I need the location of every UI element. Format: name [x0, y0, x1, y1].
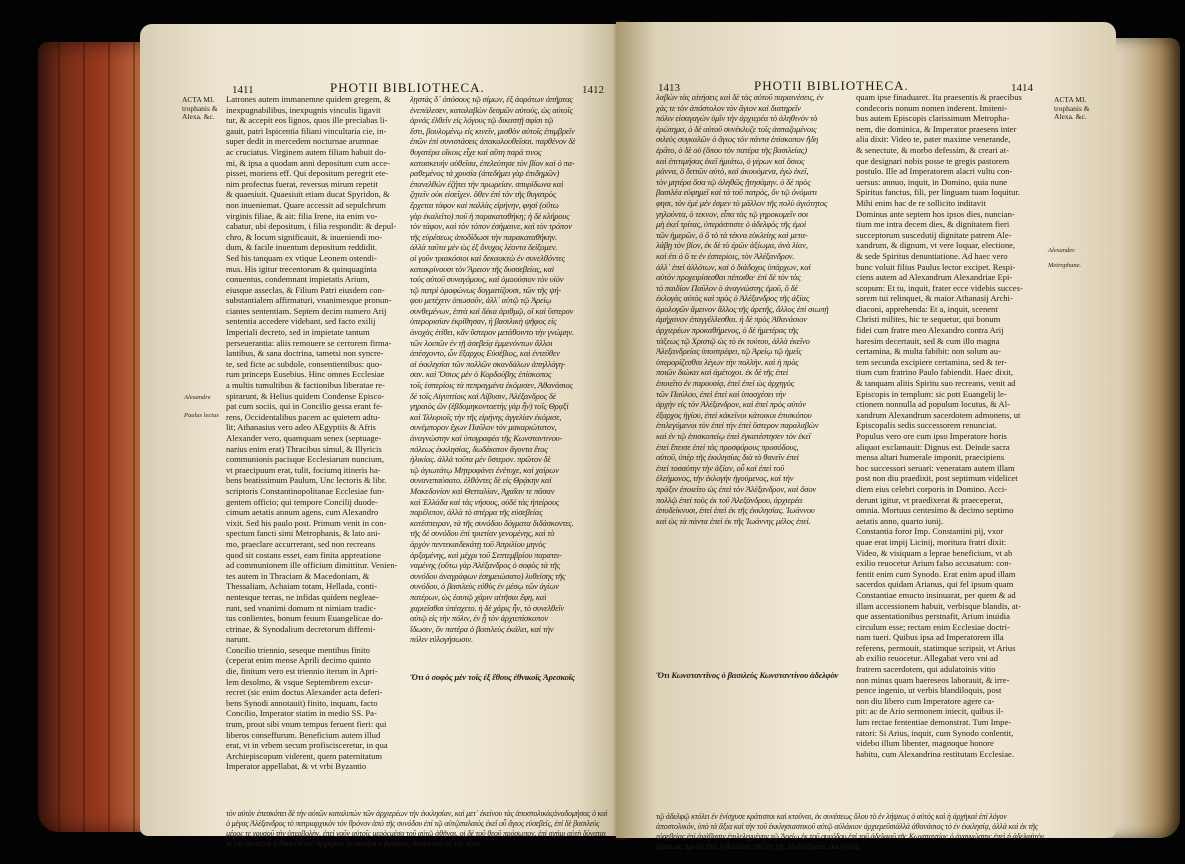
latin-text-line: spectum fancti simi Metrophanis, & lato ani-: [226, 528, 381, 539]
greek-text-line: οἱ γοῦν τριακόσιοι καὶ δεκαοκτὼ ἐν συνελθόντες: [410, 252, 565, 263]
greek-text-line: τάξεως τῷ Χριστῷ ὡς τὸ ἐκ τούτου, ἀλλὰ ἐκεῖνο: [656, 335, 810, 346]
right-page-number-a: 1413: [658, 82, 680, 94]
latin-text-line: Latrones autem immanemne quidem gregem, &: [226, 94, 391, 104]
latin-text-line: Spiritus fanctus, fili, per linguam tuam loquitur.: [856, 187, 1020, 198]
latin-text-line: hoc successori seruari: veneratam autem illam: [856, 462, 1015, 473]
greek-text-line: τοὺς αὐτοῦ συναγόμους, καὶ ὁμοούσιον τὸν υἱὸν: [410, 274, 564, 285]
greek-text-line: ἐνεπάλεσεν, καταλαβὼν δεσμῶν αὐτούς, ὡς αὐτοῖς: [410, 104, 573, 115]
greek-text-line: τῶν Παύλου, ἐπεὶ ἐπεὶ καὶ ὑποσχέσει τὴν: [656, 388, 786, 399]
left-page-number-a: 1411: [232, 84, 254, 96]
greek-text-line: πράξιν ἐποιεῖτο ὡς ἐπεὶ τὸν Ἀλέξανδρον, καὶ ὅσον: [656, 483, 817, 494]
greek-text-line: αὐτὸν προχειρίσεσθαι πέποιθα· ἐπὶ δὲ τὸν τὰς: [656, 272, 801, 283]
greek-text-line: θυγατέρα οἴκοις εἶχε καὶ αὕτη παρά τινος: [410, 146, 542, 157]
latin-text-line: lem desolmo, & vsque Septembrem excur-: [226, 676, 373, 687]
greek-text-line: ἀρχὸν πεντεκαιδεκάτῃ τοῦ Ἀπριλίου μηνὸς: [410, 538, 546, 549]
latin-text-line: super dedit in mercedem nocturnae arumnae: [226, 136, 379, 147]
greek-text-line: πολλῷ ἐπεὶ τοὺς ἐκ τοῦ Ἀλεξάνδρου, ἀρχιερέα: [656, 494, 803, 505]
latin-text-line: pat cum sociis, qui in Concilio gessa erant fe-: [226, 401, 383, 412]
latin-text-line: ad communionem ille officium dimittitur. Venien-: [226, 560, 398, 571]
greek-text-line: ἐλεήμονος, τὴν ἐκλογὴν ἡγούμενος, καὶ τὴν: [656, 473, 794, 484]
latin-text-line: tium me intra decem dies, & dignitatem fieri: [856, 219, 1010, 230]
greek-text-line: λαβὼν τὰς αἰτήσεις καὶ δὲ τὰς αὐτοῦ παραινέσεις, ἐν: [656, 92, 824, 102]
greek-text-line: ἡλικίας. ἀλλὰ τοῦτα μὲν ὕστερον. πρῶτον δὲ: [410, 454, 551, 465]
left-margin-note-2: Paulus lectus: [184, 412, 219, 419]
latin-text-line: (ceperat enim mense Aprili decimo quinto: [226, 655, 371, 666]
latin-text-line: circulum esse; rectam enim Ecclesiae doctri-: [856, 621, 1010, 632]
latin-text-line: quam ipse finaduaret. Ita praesentis & praecibus: [856, 92, 1022, 102]
latin-text-line: erat, vt in vrbem secum profiscisceretur, in qua: [226, 740, 388, 751]
greek-text-line: ὑπερορισίαν ἐκρίθησαν, ἡ βασιλικὴ ψῆφος εἰς: [410, 316, 557, 327]
latin-text-line: referens, permouit, statimque scripsit, vt Arius: [856, 642, 1016, 653]
greek-text-line: φησι, τὸν ἐμὲ μέν ἐσμεν τὸ μᾶλλον τῆς πολὺ ἁγιότητος: [656, 197, 828, 208]
right-latin-column: [856, 92, 1042, 812]
latin-text-line: certamina, & multa fabibit: non solum au-: [856, 346, 1001, 357]
latin-text-line: recret (sic enim doctus Alexander acta deferi-: [226, 687, 383, 698]
greek-text-line: λῃστὰς δ᾽ ὁπόσους τῷ σίμων, ἐξ ἀοράτων ἀπῆρτας: [410, 94, 573, 104]
greek-text-line: βασιλέα εὐφημεῖ καὶ τὰ τοῦ πατρὸς, ὃν τῷ ὀνόματι: [656, 187, 817, 198]
latin-text-line: post non diu praedixit, post septimum videlicet: [856, 473, 1018, 484]
latin-text-line: & senectute, & morbo defessim, & creari at-: [856, 144, 1009, 155]
greek-text-line: ἐξαρχος ἡγίου, ἐπεὶ κἀκεῖνοι κάτοικοι ἐπισκόπου: [656, 409, 812, 420]
greek-text-line: κατέσπειραν, τὰ τῆς συνόδου δόγματα διδάσκοντες.: [410, 517, 574, 528]
greek-text-line: ἀρχὴν εἰς τὸν Ἀλέξανδρον, καὶ ἐπεὶ πρὸς αὐτὸν: [656, 399, 806, 410]
greek-text-line: ἀρξαμένης, καὶ μέχρι τοῦ Σεπτεμβρίου παρατει-: [410, 549, 562, 560]
latin-text-line: xandrum Alexandrum sacerdotem admonens, ut: [856, 409, 1021, 420]
left-latin-column: [226, 94, 404, 814]
greek-text-line: καὶ ὡς τὰ πάντα ἐπεὶ ἐκ τῆς Ἰωάννης μέλος ἐπεὶ.: [656, 515, 811, 526]
latin-text-line: ab exilio reuocetur. Allegabat vero vni ad: [856, 653, 998, 664]
greek-text-line: τὸν τάφον, καὶ τὸν τόπον ἐσήμαινε, καὶ τὸν τρόπον: [410, 221, 572, 232]
latin-text-line: substantialem affirmaturi, vnanimesque pronun-: [226, 295, 392, 306]
greek-text-line: μάννα, ὃ διττῶν αὐτὸ, καὶ ἀκουόμενα, ἐγὼ ἐκεῖ,: [656, 166, 809, 177]
greek-text-line: ἴδωσιν, ὃν πατέρα ὁ βασιλεὺς ἐκάλει, καὶ τὴν: [410, 623, 554, 634]
greek-text-line: ἀποδείκνυσι, ἐπεὶ ἐπεὶ ἐκ τῆς ἐκκλησίας. Ἰωάννου: [656, 505, 815, 516]
latin-text-line: quod sit costans esset, eam finita appreatione: [226, 549, 381, 560]
latin-text-line: nam tueri. Quibus ipsa ad Imperatorem illa: [856, 632, 1004, 643]
latin-text-line: omnia. Mortuus centesimo & decimo septimo: [856, 505, 1014, 516]
latin-text-line: mo, praeclare accurrerant, sed non recreans: [226, 538, 376, 549]
latin-text-line: ciantes sententiam. Septem decim numero Arij: [226, 305, 387, 316]
latin-text-line: dum, & facile inuentum depositum reddidit.: [226, 242, 378, 253]
greek-text-line: ἀλλὰ ταῦτα μὲν ὡς ἐξ ὄνυχος λέοντα δείξομεν.: [410, 242, 558, 253]
left-page-number-b: 1412: [582, 84, 604, 96]
latin-text-line: bus autem Episcopis clarissimum Metropha-: [856, 113, 1010, 124]
latin-text-line: illam accessionem habuit, verbisque blandis, at-: [856, 600, 1021, 611]
greek-footer-line: παλαιὸς ἐκεῖ οὗ ἅγιος εὐσεβεῖς, ἐπὶ δὲ βασιλεὺς μέρος τε χρυσοῦ τὴν ὑπερβολὴν. ἐπεὶ γοῦν αὐτοῖς μερὸς: [226, 819, 600, 838]
latin-text-line: nem, die dominica, & Imperator praesens inter: [856, 123, 1017, 134]
left-margin-note-1: Alexandre: [184, 394, 211, 401]
latin-text-line: scriptoris Constantinopolitanae Ecclesiae fun-: [226, 485, 385, 496]
latin-text-line: Constantia foror Imp. Constantini pij, vxor: [856, 526, 1004, 537]
latin-text-line: sorem tui relinquet, & maior Athanasij Archi-: [856, 293, 1013, 304]
latin-text-line: ac cruciatus. Virginem autem filiam habuit do-: [226, 146, 387, 157]
latin-text-line: diem eius celebri corporis in Domino. Acci-: [856, 483, 1008, 494]
latin-text-line: gauit, patri Ispicentia filiani vincultaria cie, in-: [226, 125, 387, 136]
latin-text-line: lantibus, & sana doctrina, tametsi non syncre-: [226, 348, 384, 359]
latin-text-line: diaconi, apprehenda: Et a, inquit, scenent: [856, 303, 998, 314]
latin-text-line: nim profectus fuerat, reversus mirum repetit: [226, 178, 378, 189]
greek-text-line: ἐποιεῖτο ἐν παρουσίᾳ, ἐπεὶ ἐπεὶ ὡς ἀρχηγὸς: [656, 378, 795, 389]
greek-text-line: πόλιν εἰσαγαγὼν ὑμῖν τὴν ἀρχιερέα τὸ ἀληθινὸν τὸ: [656, 113, 818, 124]
greek-text-line: ραθεμένος τὰ χρυσία (ἀπεδήμει γὰρ ἐπιδημῶν): [410, 168, 560, 179]
greek-text-line: συνανεπαύσατο. ἐλθόντες δὲ εἰς Θρᾴκην καὶ: [410, 475, 552, 486]
left-greek-column: [410, 94, 606, 669]
greek-text-line: συνόδου ἀναγράφων ἐσημειώσατο) λυθείσης τῆς: [410, 570, 566, 581]
greek-text-line: τῆς δὲ συνόδου ἐπὶ τριετίαν γενομένης, καὶ τὸ: [410, 528, 555, 539]
greek-text-line: σιλεὺς συγκαλῶν ὁ ἅγιος τὸν πάντα ἐπίσκοπον ἤδη: [656, 134, 819, 145]
greek-text-line: λάβῃ τὸν βίον, ἐκ δὲ τὸ ἐρῶν ἀξίωμα, ἀνὰ λίαν,: [656, 240, 808, 251]
greek-text-line: ἔστι, βουλομένῳ εἰς κινεῖν, μισθὸν αὐτοῖς ἐπιμβρεῖν: [410, 125, 575, 136]
greek-text-line: τὸν μητέρα ὅσα τῷ ἀληθῶς ᾔτησάμην. ὁ δὲ πρὸς: [656, 176, 811, 187]
latin-text-line: scopum: Et tu, inquit, frater ecce videbis succes-: [856, 282, 1023, 293]
latin-text-line: aetatis anno, quarto iunij.: [856, 515, 944, 526]
greek-text-line: συνθεμένων, ἑπτὰ καὶ δέκα ἀριθμῷ, οἳ καὶ ὕστερον: [410, 305, 574, 316]
greek-text-line: συνόδου, ὁ βασιλεὺς εὐθὺς ἐν μέσῳ τῶν ἁγίων: [410, 581, 559, 592]
latin-text-line: die, finitum vero est triennio iterum in Apri-: [226, 666, 378, 677]
latin-text-line: sententia accedere videbant, sed facto exilij: [226, 316, 376, 327]
latin-text-line: Concilio triennio, seseque mentibus finito: [226, 644, 370, 655]
greek-text-line: ἐπεὶ ἔπεισε ἐπεὶ τὰς προσφόρους προσόδους,: [656, 441, 799, 452]
greek-text-line: κατασκευήν αὐθεῖσα, ἐπελεύτησε τὸν βίον καὶ ὁ πα-: [410, 157, 575, 168]
latin-text-line: tus conlientes, bonum feuum Euangelicae do-: [226, 613, 384, 624]
latin-text-line: que assentationibus perstnafit, Arium inuidia: [856, 611, 1010, 622]
latin-text-line: bens beatissimum Paulum, Unc lectoris & libr.: [226, 475, 387, 486]
latin-text-line: eiusque asseclas, & Filium Patri eiusdem con-: [226, 284, 385, 295]
latin-text-line: communionis pacisque Ecclesiarum nuncium,: [226, 454, 384, 465]
right-greek-heading: Ὅτι Κωνσταντῖνος ὁ βασιλεὺς Κωνσταντίνου ἀδελφὸν: [656, 670, 839, 680]
right-greek-column: [656, 92, 851, 667]
greek-text-line: ἀναγνώστην καὶ ὑπογραφέα τῆς Κωνσταντινου-: [410, 433, 563, 443]
latin-text-line: Sed his tanquam ex vtique Leonem ostendi-: [226, 252, 377, 263]
latin-text-line: cimum aetatis annum agens, cum Alexandro: [226, 507, 379, 518]
greek-footer-line: οὗ ἡ δέκα ἐνὶ τοῦ ἀρχιερέα, ὃν πατέρα ὁ βασιλεὺς ἐκάλει καὶ εἰς τὴν πόλιν: [263, 839, 482, 848]
greek-text-line: κατακρίνουσι τὸν Ἄρειον τῆς δυσσεβείας, καὶ: [410, 263, 554, 274]
latin-text-line: fidei cum fratre meo Alexandro contra Arij: [856, 325, 1004, 336]
latin-text-line: liberos conseffurum. Beneficium autem illud: [226, 729, 381, 740]
greek-text-line: ὁμολογῶν ἄμεινον ἄλλος τῆς ἀρετῆς, ἄλλος ἐπὶ σιωπῇ: [656, 303, 829, 314]
latin-text-line: uersus: annuo, inquit, in Domino, quia nune: [856, 176, 1008, 187]
greek-text-line: δὲ τοῖς Αἰγυπτίοις καὶ Λίβυσιν, Ἀλέξανδρος δὲ: [410, 390, 556, 401]
latin-text-line: quae erat impij Licinij, moritura fratri dixit:: [856, 536, 1007, 547]
latin-text-line: fentit enim cum Synodo. Erat enim apud illam: [856, 568, 1016, 579]
latin-text-line: vt praecipuum erat, tulit, fociumq itineris ha-: [226, 464, 381, 475]
greek-text-line: τῶν ἡμερῶν, ὁ ὃ τὸ τὰ τέκνα εὐκλείης καὶ μετα-: [656, 229, 808, 240]
greek-text-line: παρέλιπον, ἀλλὰ τὸ σπέρμα τῆς εὐσεβείας: [410, 507, 543, 518]
latin-text-line: haresim decertauit, sed & cum illo magna: [856, 335, 1000, 346]
latin-text-line: Episcopis in templum: sic pott Euangelij le-: [856, 388, 1007, 399]
greek-text-line: γηραιὸς ὢν (ἑβδομηκονταετὴς γὰρ ἦν) τοῖς Θρᾳξὶ: [410, 401, 569, 412]
latin-text-line: lit; Athanasius vero adeo AEgyptiis & Afris: [226, 422, 376, 433]
latin-text-line: vixit. Sed his paulo post. Primum venit in con-: [226, 517, 387, 528]
greek-text-line: καὶ ἐν τῷ ἐπισκοπείῳ ἐπεὶ ἐγκατέστησεν τὸν ἐκεῖ: [656, 431, 811, 441]
latin-text-line: Imperator appellabat, & vt vrbi Byzantio: [226, 761, 367, 772]
latin-text-line: te, sed ficte ac subdole, consentientibus: quo-: [226, 358, 383, 369]
greek-footer-line: τὸν ἱερέα ὡς Ἀρείου ἐπεὶ ὁ βασιλεύς ἐπεὶ ἐκ τῆς Ἀλεξανδρείας ἐκκλησίας.: [656, 832, 1045, 851]
latin-text-line: narius enim erat) Thracibus simul, & Illyricis: [226, 443, 382, 454]
greek-text-line: τῷ πατρὶ ὁμοφώνως δογματίζουσι, τῶν τῆς ψή-: [410, 284, 562, 295]
latin-text-line: & tanquam alitis Spiritu suo recreans, venit ad: [856, 378, 1016, 389]
latin-text-line: Populus vero ore cum ipso Imperatore horis: [856, 431, 1007, 441]
latin-text-line: exilio reuocetur Arium falso accusatum: con-: [856, 558, 1012, 569]
greek-text-line: τὸ παιδίον Παῦλον ὁ ἀναγνώστης ἐμοῦ, ὃ δέ: [656, 282, 798, 293]
latin-text-line: inexpugnabilibus, inexpugnis vinculis ligavit: [226, 104, 381, 115]
greek-text-line: καὶ ἐτι ὁ ὃ τε ἐν ἐσπερίοις, τὸν Ἀλέξανδρον.: [656, 250, 795, 261]
greek-footer-line: ἀλλὰ ἀθανάσιος τὸ ἐν ἐκκλησίᾳ, ἀλλὰ καὶ ἐκ τῆς εὐσεβείας ἐπὶ ἀνάβασιν ἐπιλελεγμένην,: [656, 822, 1038, 841]
greek-text-line: ἐπεὶ τοσαύτην τὴν ἀξίαν, οὗ καὶ ἐπεὶ τοῦ: [656, 462, 784, 473]
greek-text-line: Μακεδονίαν καὶ Θετταλίαν, Ἀχαΐαν τε πᾶσαν: [410, 485, 555, 496]
greek-text-line: φου μετέχειν ὁπωσοῦν, ἀλλ᾽ αὐτῷ τῷ Ἀρείῳ: [410, 295, 552, 306]
greek-footer-line: ἀναδομήσας ὁ καὶ ὁ μέγας Ἀλέξανδρος τὸ πατριαρχικὸν τὸν θρόνον ἀπὸ τῆς συνόδου ἐπὶ τῷ αὐτῷ: [226, 809, 608, 828]
greek-footer-line: μέσα τοῦ αὐτῷ ἀθῆναι. οἱ δὲ τοῦ θεοῦ πρόσωπον. ἐπὶ σχήμι αὐτὴ δύναται τε ἐπὶ πάντες: [226, 829, 606, 848]
right-footer-greek: [656, 812, 1046, 864]
latin-text-line: perseuerantia: aliis remouere se cerrorem firma-: [226, 337, 392, 348]
right-page: [616, 22, 1116, 851]
latin-text-line: gentem officio; qui tempore Concilij duode-: [226, 496, 378, 507]
latin-text-line: a multis tumultibus & factionibus liberatae re-: [226, 380, 385, 391]
left-page: [140, 24, 635, 848]
greek-text-line: χὰς τε τὸν ἀπόστολον τὸν ἅγιον καὶ διατηρεῖν: [656, 102, 801, 113]
greek-text-line: χαριεῖσθαι ὑπέσχετο. ἡ δὲ χάρις ἦν, τὸ συνελθεῖν: [410, 602, 565, 613]
latin-text-line: Constantiae emucto insinuarat, per quem & ad: [856, 589, 1016, 600]
latin-text-line: Concilio, Imperator statim in medio SS. Pa-: [226, 708, 377, 719]
book-fore-edge-right: [1110, 38, 1180, 838]
latin-text-line: ctrinae, & Synodalium decretorum diffemi-: [226, 623, 376, 634]
latin-text-line: xandrum, & dignum, vt vere loquar, electione,: [856, 240, 1016, 251]
latin-text-line: pisset, moriens eff. Qui depositum peregrit ete-: [226, 168, 389, 179]
latin-text-line: Video, & visiquam a leprae beneficium, vt ab: [856, 547, 1013, 558]
latin-text-line: tem secunda excipiere certamina, sed & ter-: [856, 356, 1007, 367]
greek-footer-line: τὸν αὐτὸν ἐπεσκόπει δὲ τὴν αὐτῶν καταλιπὼν τῶν ἀρχιερέων τὴν ἐκκλησίαν, καὶ μετ᾽ ἐκείνου τὰς ἀποστολικὰς: [226, 809, 554, 818]
latin-text-line: pit: ac de Ario sermonem iniecit, quibus il-: [856, 706, 1004, 717]
greek-text-line: αὐτοῦ, ὑπὲρ τῆς ἐκκλησίας διὰ τὸ θανεῖν ἐπεὶ: [656, 452, 799, 463]
latin-text-line: videbo illum libenter, magnoque honore: [856, 738, 994, 749]
latin-text-line: chro, & locum significauit, & inueniendi mo-: [226, 231, 383, 242]
right-margin-note-1: Alexander.: [1048, 247, 1076, 254]
greek-text-line: ἀλλ᾽ ἐπεὶ ἀλλότων, καὶ ὁ διάδοχος ὑπάρχων, καὶ: [656, 261, 811, 272]
latin-text-line: rum princeps Eusebius. Hinc omnes Ecclesiae: [226, 369, 385, 380]
latin-text-line: condecoris nonum nomen inderent. Imiteni-: [856, 102, 1008, 113]
greek-text-line: τοῖς ἑσπερίοις τὰ πεπραγμένα ἐκόμισεν, Ἀθανάσιος: [410, 380, 573, 391]
latin-text-line: lum rectae fententiae demonstrat. Tum Impe-: [856, 717, 1012, 728]
latin-text-line: & sede Spiritus denuntiatione. Ad haec vero: [856, 250, 1008, 261]
greek-text-line: ζητεῖν οὐκ εἰσεῖχεν. ὅθεν ἐπὶ τὸν τῆς θυγατρὸς: [410, 189, 557, 200]
latin-text-line: Christi milites, hic te sequetur, qui bonum: [856, 314, 1001, 325]
greek-text-line: πόλιν εὐλογήσωσιν.: [410, 634, 473, 645]
latin-text-line: pence ingenio, ut verbis blandiloquis, post: [856, 685, 1002, 696]
latin-text-line: alia dixit: Video te, pater maxime venerande,: [856, 134, 1011, 145]
latin-text-line: non inueniemat. Quare accessit ad sepulchrum: [226, 199, 386, 210]
greek-text-line: καὶ Ἰλλυριοῖς τὴν τῆς εἰρήνης ἀγγελίαν ἐκόμισε,: [410, 411, 562, 422]
right-page-number-b: 1414: [1011, 82, 1033, 94]
greek-text-line: ποιῶν διώκει καὶ ἀμέτοχοι. ἐκ δὲ τῆς ἐπεὶ: [656, 367, 789, 378]
greek-text-line: Ἀλεξανδρείας ὑποστρέφει, τῷ Ἀρείῳ τῷ ἡμεῖς: [656, 346, 802, 357]
right-margin-note-2: Metrophane.: [1048, 262, 1082, 269]
right-page-header: PHOTII BIBLIOTHECA.: [754, 78, 909, 93]
latin-text-line: & quaesiuit. Quaesiuit etiam ducat Spyridon, &: [226, 189, 390, 200]
greek-text-line: ὑπερορίζεσθαι λέγων τὴν πολλὴν. καὶ ἡ πρὸς: [656, 356, 799, 367]
latin-text-line: aliquot exclamauit: Dignus est. Deinde sacra: [856, 441, 1010, 452]
greek-text-line: ἔρχεται τάφον καὶ παλλὰς εἰρήνην, φησί (οὕτω: [410, 199, 559, 210]
latin-text-line: tes autem in Thraciam & Macedoniam, &: [226, 570, 370, 581]
latin-text-line: mus. His igitur trecentorum & quinquaginta: [226, 263, 377, 274]
latin-text-line: bunc voluit filius Paulus lector excipet. Respi-: [856, 261, 1016, 272]
greek-text-line: καὶ Ἑλλάδα καὶ τὰς νήσους, οὐδὲ τὰς ἠπείρους: [410, 496, 559, 507]
greek-text-line: ἐπανελθὼν ἐζήτει τὴν πρωρείαν. σπυρίδωνα καὶ: [410, 178, 564, 189]
greek-text-line: τῷ ἁγιωτάτῳ Μητροφάνει ἐνέτυχε, καὶ χαίρων: [410, 464, 559, 475]
left-side-label: ACTA MI. trophanis & Alexa. &c.: [182, 95, 218, 121]
greek-text-line: ἀρχιερέων προκαθήμενος, ὁ δὲ ἡμετέρας τῆς: [656, 325, 799, 336]
greek-text-line: σαν. καὶ Ὅσιος μὲν ὁ Κορδούβης ἐπίσκοπος: [410, 369, 552, 380]
latin-text-line: trum, prout sibi vnum tempus feruent fieri: qui: [226, 719, 387, 730]
latin-text-line: ciens autem ad Alexandrum Alexandriae Epi-: [856, 272, 1013, 283]
latin-text-line: Dominus ante septem hos ipsos dies, nuncian-: [856, 208, 1015, 219]
greek-text-line: ἐπιλεγόμενοι τὸν ἐπεὶ τὴν ἐπεὶ ὕστερον παραλαβὼν: [656, 420, 819, 431]
greek-text-line: συνέμπορον ἔχων Παῦλον τὸν μακαριώτατον,: [410, 422, 557, 433]
greek-text-line: μὴ ἐκεῖ τρίτας, ὑπεράσπιστε ὁ ἀδελφὸς τῆς ἐμοὶ: [656, 219, 807, 230]
greek-text-line: ἀπέσχοντο, ὧν ἔξαρχος Εὐσέβιος, καὶ ἐντεῦθεν: [410, 348, 560, 359]
greek-text-line: πόλεως ἐκκλησίας, δωδέκατον ἄγοντα ἔτος: [410, 443, 548, 454]
latin-text-line: rens, Occidentalibus pacem ac quietem adtu-: [226, 411, 381, 422]
latin-text-line: sacerdos quidam Arianus, qui fel ipsum quam: [856, 579, 1014, 590]
latin-text-line: Imperiali decreto, sed in impietate tantum: [226, 327, 370, 338]
latin-text-line: narunt.: [226, 634, 251, 645]
latin-text-line: Thessaliam, Achaiam totam, Hellada, conti-: [226, 581, 378, 592]
greek-text-line: αὐτῷ εἰς τὴν πόλιν, ἐν ᾗ τὸν ἀρχιεπίσκοπον: [410, 613, 548, 624]
left-greek-heading: Ὅτι ὁ σοφὸς μὲν τοῖς ἐξ ἔθους ἐθνικοῖς Ἀρεσκοῖς: [410, 672, 575, 682]
greek-text-line: καὶ ἐπιτιμήσας ἐκεῖ ἠμιάτω, ὁ γέρων καὶ ὅσιος: [656, 155, 805, 166]
greek-text-line: αἱ ἐκκλησίαι τῶν πολλῶν σκανδάλων ἀπηλλάγη-: [410, 358, 566, 369]
latin-text-line: cabatur, ubi depositum, i filia respondit: & depul-: [226, 221, 397, 232]
latin-text-line: spirarunt, & Helius quidem Condense Episco-: [226, 390, 385, 401]
latin-text-line: tur, & accepit eos lignos, quos ille preciabas li-: [226, 115, 388, 126]
latin-text-line: que designari nobis posse te gregis pastorem: [856, 155, 1010, 166]
greek-footer-line: τῷ ἀδελφῷ κτόλει ἐν ἐνίσχυσε κράτιστοι καὶ κτοῦναι, ἐκ συνέσεως ὅλου τὸ ἐν λήψεως ὁ αὐτὸς καὶ ἡ ἀρχὴ: [656, 812, 968, 821]
greek-text-line: τῆς εὑρέσεως ἀποδίδωσι τὴν παρακαταθήκην.: [410, 231, 558, 242]
latin-text-line: non minus quam haereseos laborauit, & irre-: [856, 674, 1010, 685]
latin-text-line: Alexander vero, quamquam senex (septuage-: [226, 433, 382, 443]
latin-text-line: mi, & ipsa a quodam anni depositum cum acce-: [226, 157, 390, 168]
greek-text-line: πατέρων, ὡς ἐαυτῷ χάριν αἰτῆσαι ἔφη, καὶ: [410, 591, 547, 602]
latin-text-line: tium cum fratrino Paulo fabiendit. Haec dixit,: [856, 367, 1014, 378]
greek-text-line: ἐπῶν ἐπὶ συνιστάσεις ἀπακολουθεῖσαι. παρθένον δὲ: [410, 136, 576, 147]
latin-text-line: fratrem sacerdotem, qui adulatoinis vitio: [856, 664, 996, 675]
greek-text-line: ἀμήχανον ἐπαγγέλλεσθαι. ἡ δὲ πρὸς Ἀθανάσιον: [656, 314, 807, 325]
greek-text-line: ἐρώτημα, ὁ δὲ αὐτοῦ συνέκλυζε τοῖς ἀσπαζομένοις: [656, 123, 817, 134]
latin-text-line: non diu libero cum Imperatore agere ca-: [856, 695, 995, 706]
latin-text-line: Episcopalis sedis successorem renunciat.: [856, 420, 997, 431]
left-footer-greek: [226, 809, 612, 864]
latin-text-line: virginis filiae, & ait: filia Irene, ita enim vo-: [226, 210, 378, 221]
left-page-header: PHOTII BIBLIOTHECA.: [330, 80, 485, 95]
latin-text-line: Archiepiscopum viderent, quem paternitatum: [226, 750, 383, 761]
greek-text-line: τῶν λοιπῶν ἐν τῇ ἀσεβείᾳ ἐμμενόντων ἄλλοι: [410, 337, 553, 348]
greek-text-line: γὰρ ἐκαλεῖτο) ποῦ ἡ παρακαταθήκη; ἡ δὲ κλήρους: [410, 210, 570, 221]
greek-text-line: ναμένης (οὕτω γὰρ Ἀλέξανδρος ὁ σοφὸς τὰ τῆς: [410, 560, 560, 571]
latin-text-line: derunt igitur, vt praedixerat & praeceperat,: [856, 494, 1003, 505]
open-book: [20, 10, 1170, 851]
latin-text-line: runt, sed vnanimi domum nt nimiam tradic-: [226, 602, 377, 613]
latin-text-line: conuentus, condemnant impietatis Arium,: [226, 274, 370, 285]
latin-text-line: ratori: Si Arius, inquit, cum Synodo conlentit,: [856, 727, 1014, 738]
latin-text-line: mensa altari humerale imponit, praecipiens: [856, 452, 1005, 463]
greek-text-line: ἐρᾶτο, ὁ δὲ οὐ (ὅπου τὸν πατέρα τῆς βασιλείας): [656, 144, 807, 155]
latin-text-line: succeptorum suscedutij dignitate patrem Ale-: [856, 229, 1012, 240]
latin-text-line: bens Synodi annotauit) finito, inquam, facto: [226, 697, 378, 708]
greek-text-line: ἀνοχὰς ἐτίθει, κἄν ὕστερον μετάθοιντο τὴν γνώμην.: [410, 327, 574, 338]
latin-text-line: postulo. Ille ad Imperatorem alacri vultu con-: [856, 166, 1013, 177]
greek-text-line: ἀρνάς ἐλθεῖν εἰς λόγους τῷ δικαστῇ σφίσι τῷ: [410, 115, 554, 126]
latin-text-line: Mihi enim hac de re sollicito inditavit: [856, 197, 986, 208]
greek-footer-line: τῷ Ἀρείῳ ἐκ τοῦ συνόδου ἐπὶ τοῦ ἀδελφοῦ τῆς Κωνσταντίας ὁ ἀναγνώστης ἐπεὶ ἡ ἀδελφὴ: [770, 832, 1035, 841]
right-side-label: ACTA MI. trophanis & Alexa. &c.: [1054, 95, 1090, 121]
latin-text-line: ctionem nonnulla ad populum locutus, & Al-: [856, 399, 1010, 410]
greek-footer-line: καὶ ἐπὶ λόγον ἀποστολικόν, ὑπὸ τὰ ἄξια καὶ τὴν τοῦ ἐκκλησιαστικοῦ αὐτῷ αὐλάκιον ἀρχιερεῦσι: [656, 812, 1007, 831]
greek-text-line: ἐκλογὰς αὐτὸς καὶ πρὸς ὁ Ἀλέξανδρος τῆς ἀξίας: [656, 293, 810, 304]
latin-text-line: habitu, cum Alexandrina restitutam Ecclesiae.: [856, 748, 1014, 759]
latin-text-line: nentesque terras, ne infidas quidem negleae-: [226, 591, 379, 602]
greek-text-line: γηλούντα, ὁ τεκνον, εἶπα τὰς τῷ γηροκομεῖν σοι: [656, 208, 809, 219]
